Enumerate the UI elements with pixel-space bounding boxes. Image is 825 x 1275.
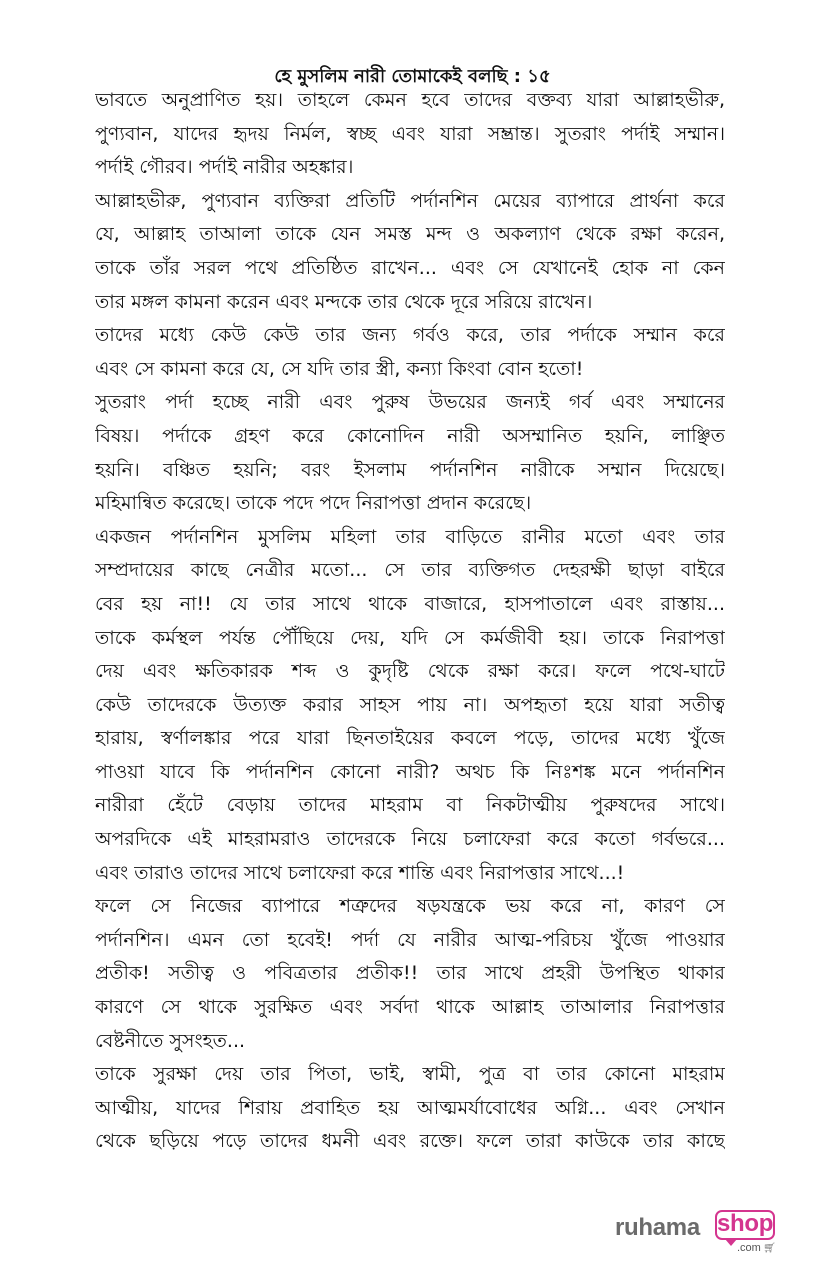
text-line: বেষ্টনীতে সুসংহত... [95, 1029, 246, 1052]
text-line: প্রতীক! সতীত্ব ও পবিত্রতার প্রতীক!! তার সাথে প্রহরী উপস্থিত থাকার [95, 962, 725, 985]
text-line: সম্প্রদায়ের কাছে নেত্রীর মতো... সে তার ব্যক্তিগত দেহরক্ষী ছাড়া বাইরে [95, 559, 725, 582]
ruhamashop-logo [615, 1210, 780, 1260]
text-line: পর্দাই গৌরব। পর্দাই নারীর অহঙ্কার। [95, 156, 354, 179]
body-text [95, 84, 725, 1159]
text-line: পর্দানশিন। এমন তো হবেই! পর্দা যে নারীর আত্ম-পরিচয় খুঁজে পাওয়ার [95, 928, 725, 951]
text-line: এবং সে কামনা করে যে, সে যদি তার স্ত্রী, কন্যা কিংবা বোন হতো! [95, 357, 584, 380]
text-line: কেউ তাদেরকে উত্যক্ত করার সাহস পায় না। অপহৃতা হয়ে যারা সতীত্ব [95, 693, 725, 716]
logo-text-com: .com [737, 1242, 761, 1254]
text-line: তাকে কর্মস্থল পর্যন্ত পৌঁছিয়ে দেয়, যদি সে কর্মজীবী হয়। তাকে নিরাপত্তা [95, 626, 725, 649]
text-line: বিষয়। পর্দাকে গ্রহণ করে কোনোদিন নারী অসম্মানিত হয়নি, লাঞ্ছিত [95, 424, 725, 447]
text-line: অপরদিকে এই মাহরামরাও তাদেরকে নিয়ে চলাফেরা করে কতো গর্বভরে... [95, 828, 725, 851]
text-line: কারণে সে থাকে সুরক্ষিত এবং সর্বদা থাকে আল্লাহ তাআলার নিরাপত্তার [95, 996, 725, 1019]
text-line: একজন পর্দানশিন মুসলিম মহিলা তার বাড়িতে রানীর মতো এবং তার [95, 525, 725, 548]
text-line: আত্মীয়, যাদের শিরায় প্রবাহিত হয় আত্মমর্যাবোধের অগ্নি... এবং সেখান [95, 1096, 725, 1119]
text-line: নারীরা হেঁটে বেড়ায় তাদের মাহরাম বা নিকটাত্মীয় পুরুষদের সাথে। [95, 794, 725, 817]
text-line: ফলে সে নিজের ব্যাপারে শত্রুদের ষড়যন্ত্রকে ভয় করে না, কারণ সে [95, 895, 725, 918]
logo-text-ruhama: ruhama [615, 1214, 700, 1241]
text-line: পুণ্যবান, যাদের হৃদয় নির্মল, স্বচ্ছ এবং যারা সম্ভ্রান্ত। সুতরাং পর্দাই সম্মান। [95, 122, 725, 145]
shopping-cart-icon: 🛒︎ [763, 1243, 776, 1254]
text-line: তাকে সুরক্ষা দেয় তার পিতা, ভাই, স্বামী, পুত্র বা তার কোনো মাহরাম [95, 1063, 725, 1086]
logo-text-shop: shop [717, 1210, 774, 1237]
page-header: হে মুসলিম নারী তোমাকেই বলছি : ১৫ [274, 66, 551, 87]
text-line: তার মঙ্গল কামনা করেন এবং মন্দকে তার থেকে দূরে সরিয়ে রাখেন। [95, 290, 593, 313]
text-line: হয়নি। বঞ্চিত হয়নি; বরং ইসলাম পর্দানশিন নারীকে সম্মান দিয়েছে। [95, 458, 725, 481]
text-line: বের হয় না!! যে তার সাথে থাকে বাজারে, হাসপাতালে এবং রাস্তায়... [95, 592, 725, 615]
text-line: মহিমান্বিত করেছে। তাকে পদে পদে নিরাপত্তা প্রদান করেছে। [95, 492, 532, 515]
text-line: ভাবতে অনুপ্রাণিত হয়। তাহলে কেমন হবে তাদের বক্তব্য যারা আল্লাহভীরু, [95, 89, 725, 111]
text-line: তাকে তাঁর সরল পথে প্রতিষ্ঠিত রাখেন... এবং সে যেখানেই হোক না কেন [95, 256, 725, 279]
text-line: হারায়, স্বর্ণালঙ্কার পরে যারা ছিনতাইয়ের কবলে পড়ে, তাদের মধ্যে খুঁজে [95, 727, 725, 750]
logo-speech-bubble [715, 1210, 775, 1240]
text-line: আল্লাহভীরু, পুণ্যবান ব্যক্তিরা প্রতিটি পর্দানশিন মেয়ের ব্যাপারে প্রার্থনা করে [95, 189, 725, 212]
text-line: থেকে ছড়িয়ে পড়ে তাদের ধমনী এবং রক্তে। ফলে তারা কাউকে তার কাছে [95, 1130, 725, 1153]
text-line: যে, আল্লাহ তাআলা তাকে যেন সমস্ত মন্দ ও অকল্যাণ থেকে রক্ষা করেন, [95, 223, 725, 246]
text-line: এবং তারাও তাদের সাথে চলাফেরা করে শান্তি এবং নিরাপত্তার সাথে...! [95, 861, 625, 884]
text-line: তাদের মধ্যে কেউ কেউ তার জন্য গর্বও করে, তার পর্দাকে সম্মান করে [95, 324, 725, 347]
text-line: দেয় এবং ক্ষতিকারক শব্দ ও কুদৃষ্টি থেকে রক্ষা করে। ফলে পথে-ঘাটে [95, 660, 725, 683]
text-line: সুতরাং পর্দা হচ্ছে নারী এবং পুরুষ উভয়ের জন্যই গর্ব এবং সম্মানের [95, 391, 725, 414]
text-line: পাওয়া যাবে কি পর্দানশিন কোনো নারী? অথচ কি নিঃশঙ্ক মনে পর্দানশিন [95, 760, 725, 783]
